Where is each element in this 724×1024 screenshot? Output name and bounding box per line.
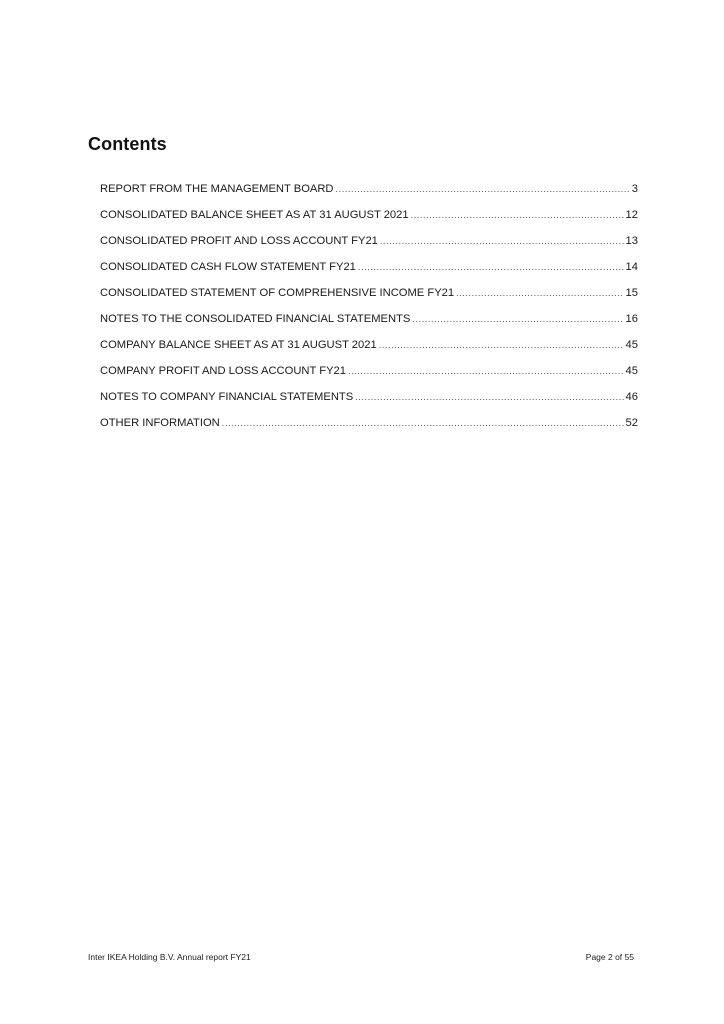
toc-dot-leader: [412, 314, 623, 324]
toc-dot-leader: [358, 262, 624, 272]
toc-entry-title: OTHER INFORMATION: [100, 417, 220, 429]
toc-entry-title: CONSOLIDATED BALANCE SHEET AS AT 31 AUGUST 2021: [100, 209, 409, 221]
toc-entry-title: NOTES TO COMPANY FINANCIAL STATEMENTS: [100, 391, 354, 403]
toc-entry-consolidated-notes[interactable]: [100, 313, 638, 339]
footer-document-title: Inter IKEA Holding B.V. Annual report FY21: [88, 952, 251, 962]
toc-dot-leader: [222, 418, 624, 428]
toc-entry-company-profit-loss[interactable]: [100, 365, 638, 391]
toc-dot-leader: [411, 210, 624, 220]
footer-page-number: Page 2 of 55: [585, 952, 634, 962]
toc-entry-title: NOTES TO THE CONSOLIDATED FINANCIAL STATEMENTS: [100, 313, 411, 325]
toc-entry-page: 12: [625, 209, 638, 221]
toc-entry-title: CONSOLIDATED PROFIT AND LOSS ACCOUNT FY21: [100, 235, 378, 247]
toc-entry-company-notes[interactable]: [100, 391, 638, 417]
toc-dot-leader: [380, 236, 624, 246]
toc-entry-page: 46: [625, 391, 638, 403]
toc-entry-title: CONSOLIDATED CASH FLOW STATEMENT FY21: [100, 261, 356, 273]
table-of-contents: [100, 183, 638, 443]
toc-entry-page: 52: [625, 417, 638, 429]
toc-dot-leader: [348, 366, 624, 376]
toc-dot-leader: [379, 340, 624, 350]
toc-entry-title: CONSOLIDATED STATEMENT OF COMPREHENSIVE INCOME FY21: [100, 287, 455, 299]
toc-entry-consolidated-balance-sheet[interactable]: [100, 209, 638, 235]
toc-entry-other-information[interactable]: [100, 417, 638, 443]
toc-entry-page: 16: [625, 313, 638, 325]
toc-entry-title: COMPANY PROFIT AND LOSS ACCOUNT FY21: [100, 365, 346, 377]
toc-entry-company-balance-sheet[interactable]: [100, 339, 638, 365]
page-title: Contents: [88, 134, 167, 154]
toc-entry-title: REPORT FROM THE MANAGEMENT BOARD: [100, 183, 334, 195]
toc-entry-title: COMPANY BALANCE SHEET AS AT 31 AUGUST 2021: [100, 339, 377, 351]
toc-entry-page: 45: [625, 339, 638, 351]
toc-entry-page: 45: [625, 365, 638, 377]
toc-entry-consolidated-cash-flow[interactable]: [100, 261, 638, 287]
toc-entry-page: 14: [625, 261, 638, 273]
toc-entry-page: 15: [625, 287, 638, 299]
page-footer: [88, 952, 634, 962]
toc-entry-page: 13: [625, 235, 638, 247]
toc-dot-leader: [456, 288, 623, 298]
toc-entry-comprehensive-income[interactable]: [100, 287, 638, 313]
toc-entry-management-board-report[interactable]: [100, 183, 638, 209]
toc-dot-leader: [336, 184, 630, 194]
toc-entry-consolidated-profit-loss[interactable]: [100, 235, 638, 261]
toc-entry-page: 3: [631, 183, 638, 195]
toc-dot-leader: [355, 392, 623, 402]
